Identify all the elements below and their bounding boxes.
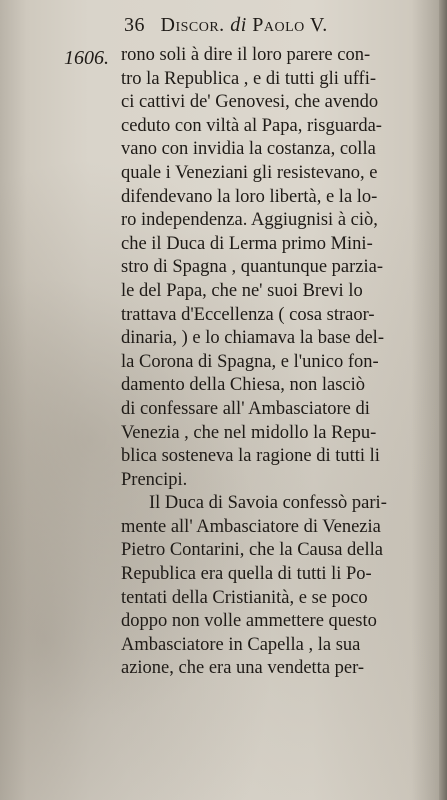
text-line: Ambasciatore in Capella , la sua <box>121 634 361 655</box>
text-line: che il Duca di Lerma primo Mini- <box>121 233 373 254</box>
text-line: Pietro Contarini, che la Causa della <box>121 540 384 561</box>
text-line: Republica era quella di tutti li Po- <box>121 564 372 585</box>
text-line: difendevano la loro libertà, e la lo- <box>121 186 378 207</box>
text-line: tentati della Cristianità, e se poco <box>121 587 368 608</box>
text-line: tro la Republica , e di tutti gli uffi- <box>121 68 377 89</box>
text-line: blica sosteneva la ragione di tutti li <box>121 446 380 467</box>
text-line: ceduto con viltà al Papa, risguarda- <box>121 115 382 136</box>
header-title-discor: Discor. <box>160 14 225 36</box>
page-edge-shadow <box>439 0 447 800</box>
body-text <box>121 44 439 681</box>
text-line: rono soli à dire il loro parere con- <box>121 45 371 65</box>
text-line: di confessare all' Ambasciatore di <box>121 398 370 419</box>
text-line: le del Papa, che ne' suoi Brevi lo <box>121 280 363 301</box>
text-line: la Corona di Spagna, e l'unico fon- <box>121 351 379 372</box>
text-line: trattava d'Eccellenza ( cosa straor- <box>121 304 375 325</box>
text-line: Venezia , che nel midollo la Repu- <box>121 422 377 443</box>
text-line: dinaria, ) e lo chiamava la base del- <box>121 328 384 349</box>
text-line: mente all' Ambasciatore di Venezia <box>121 516 381 537</box>
paragraph-start-line: Il Duca di Savoia confessò pari- <box>149 493 387 514</box>
header-title-di: di <box>230 14 247 36</box>
text-line: damento della Chiesa, non lasciò <box>121 375 366 396</box>
text-line: stro di Spagna , quantunque parzia- <box>121 257 384 278</box>
running-header <box>124 14 328 37</box>
page-number: 36 <box>124 14 145 36</box>
text-line: doppo non volle ammettere questo <box>121 611 377 632</box>
margin-year: 1606. <box>64 47 109 69</box>
text-line: vano con invidia la costanza, colla <box>121 139 376 160</box>
text-line: ro independenza. Aggiugnisi à ciò, <box>121 210 378 231</box>
text-line: Prencipi. <box>121 469 188 490</box>
text-line: ci cattivi de' Genovesi, che avendo <box>121 92 379 113</box>
text-line: azione, che era una vendetta per- <box>121 658 365 679</box>
header-title-paolo: Paolo V. <box>252 14 328 36</box>
text-line: quale i Veneziani gli resistevano, e <box>121 162 378 183</box>
